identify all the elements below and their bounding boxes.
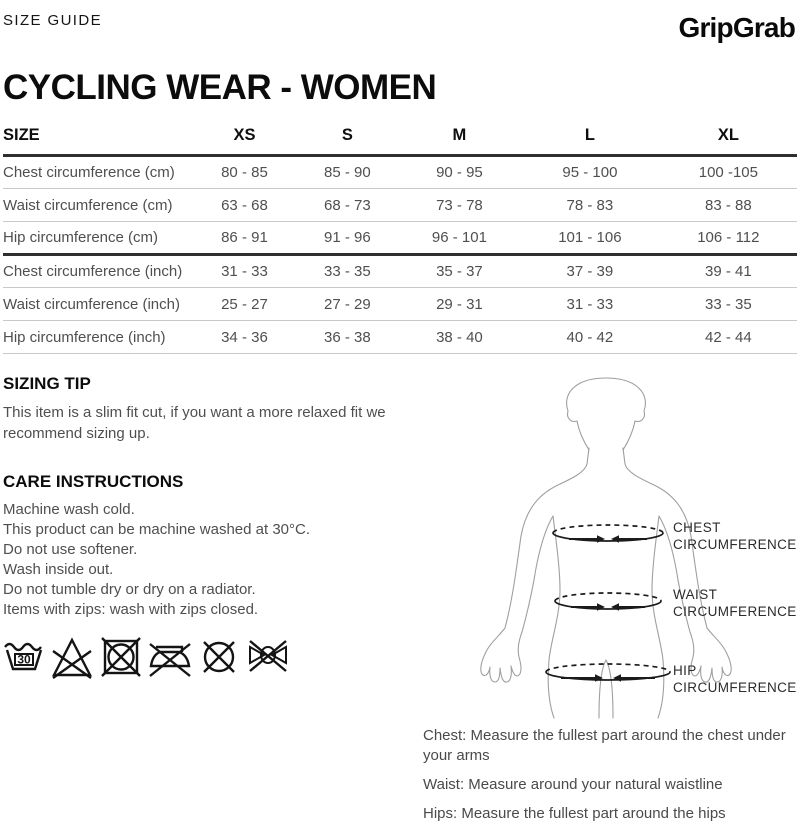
row-label: Chest circumference (cm) xyxy=(3,156,193,189)
size-cell: 42 - 44 xyxy=(660,321,797,354)
waist-note: Waist: Measure around your natural waistline xyxy=(423,776,723,793)
table-row xyxy=(3,321,797,354)
care-symbols-row xyxy=(3,634,423,680)
size-cell: 91 - 96 xyxy=(296,222,399,255)
wash-30-icon xyxy=(3,634,45,680)
size-cell: 95 - 100 xyxy=(520,156,660,189)
size-cell: 31 - 33 xyxy=(520,288,660,321)
size-guide-label: SIZE GUIDE xyxy=(3,12,103,29)
size-cell: 39 - 41 xyxy=(660,255,797,288)
size-cell: 73 - 78 xyxy=(399,189,520,222)
size-cell: 29 - 31 xyxy=(399,288,520,321)
care-instructions-list xyxy=(3,500,423,620)
waist-circumference-label: WAIST CIRCUMFERENCE xyxy=(673,587,797,619)
do-not-iron-icon xyxy=(148,634,192,680)
body-measurement-diagram xyxy=(423,368,797,720)
size-cell: 80 - 85 xyxy=(193,156,296,189)
table-row xyxy=(3,189,797,222)
size-cell: 96 - 101 xyxy=(399,222,520,255)
care-line: Wash inside out. xyxy=(3,561,114,578)
measurement-column xyxy=(423,368,797,833)
size-cell: 100 -105 xyxy=(660,156,797,189)
size-cell: 78 - 83 xyxy=(520,189,660,222)
row-label: Hip circumference (inch) xyxy=(3,321,193,354)
measurement-notes xyxy=(423,726,797,824)
size-cell: 63 - 68 xyxy=(193,189,296,222)
top-bar xyxy=(3,10,797,44)
size-cell: 33 - 35 xyxy=(660,288,797,321)
hips-note: Hips: Measure the fullest part around the hips xyxy=(423,805,726,822)
size-cell: 35 - 37 xyxy=(399,255,520,288)
size-cell: 86 - 91 xyxy=(193,222,296,255)
table-row xyxy=(3,156,797,189)
table-row xyxy=(3,288,797,321)
hip-measure-line xyxy=(546,664,670,682)
chest-note: Chest: Measure the fullest part around the chest under your arms xyxy=(423,727,786,764)
size-cell: 40 - 42 xyxy=(520,321,660,354)
size-cell: 27 - 29 xyxy=(296,288,399,321)
hip-circumference-label: HIP CIRCUMFERENCE xyxy=(673,663,797,695)
size-cell: 38 - 40 xyxy=(399,321,520,354)
size-cell: 68 - 73 xyxy=(296,189,399,222)
figure-groin-outline xyxy=(599,660,613,718)
size-table xyxy=(3,126,797,354)
size-cell: 101 - 106 xyxy=(520,222,660,255)
do-not-tumble-dry-icon xyxy=(99,634,143,680)
info-column xyxy=(3,368,423,833)
do-not-wring-icon xyxy=(246,634,290,680)
size-cell: 25 - 27 xyxy=(193,288,296,321)
size-cell: 37 - 39 xyxy=(520,255,660,288)
size-cell: 106 - 112 xyxy=(660,222,797,255)
row-label: Hip circumference (cm) xyxy=(3,222,193,255)
size-cell: 90 - 95 xyxy=(399,156,520,189)
page-title: CYCLING WEAR - WOMEN xyxy=(3,68,437,107)
column-header-xs: XS xyxy=(193,126,296,156)
column-header-l: L xyxy=(520,126,660,156)
row-label: Waist circumference (inch) xyxy=(3,288,193,321)
care-line: This product can be machine washed at 30°C. xyxy=(3,521,311,538)
size-cell: 33 - 35 xyxy=(296,255,399,288)
waist-measure-line xyxy=(555,593,661,611)
care-line: Items with zips: wash with zips closed. xyxy=(3,601,259,618)
gripgrab-logo: GripGrab xyxy=(678,12,795,43)
size-cell: 83 - 88 xyxy=(660,189,797,222)
do-not-bleach-icon xyxy=(50,634,94,680)
size-cell: 36 - 38 xyxy=(296,321,399,354)
chest-circumference-label: CHEST CIRCUMFERENCE xyxy=(673,520,797,552)
care-line: Do not use softener. xyxy=(3,541,138,558)
sizing-tip-heading: SIZING TIP xyxy=(3,374,91,393)
column-header-xl: XL xyxy=(660,126,797,156)
table-header-row xyxy=(3,126,797,156)
column-header-s: S xyxy=(296,126,399,156)
column-header-size: SIZE xyxy=(3,126,193,156)
figure-head-outline xyxy=(567,378,646,450)
table-row xyxy=(3,255,797,288)
care-line: Machine wash cold. xyxy=(3,501,135,518)
column-header-m: M xyxy=(399,126,520,156)
row-label: Chest circumference (inch) xyxy=(3,255,193,288)
size-cell: 31 - 33 xyxy=(193,255,296,288)
do-not-dry-clean-icon xyxy=(197,634,241,680)
table-row xyxy=(3,222,797,255)
size-cell: 85 - 90 xyxy=(296,156,399,189)
size-cell: 34 - 36 xyxy=(193,321,296,354)
sizing-tip-text: This item is a slim fit cut, if you want a more relaxed fit we recommend sizing up. xyxy=(3,404,386,442)
care-instructions-heading: CARE INSTRUCTIONS xyxy=(3,472,184,491)
row-label: Waist circumference (cm) xyxy=(3,189,193,222)
chest-measure-line xyxy=(553,525,663,543)
care-line: Do not tumble dry or dry on a radiator. xyxy=(3,581,256,598)
svg-text:30: 30 xyxy=(17,652,31,667)
